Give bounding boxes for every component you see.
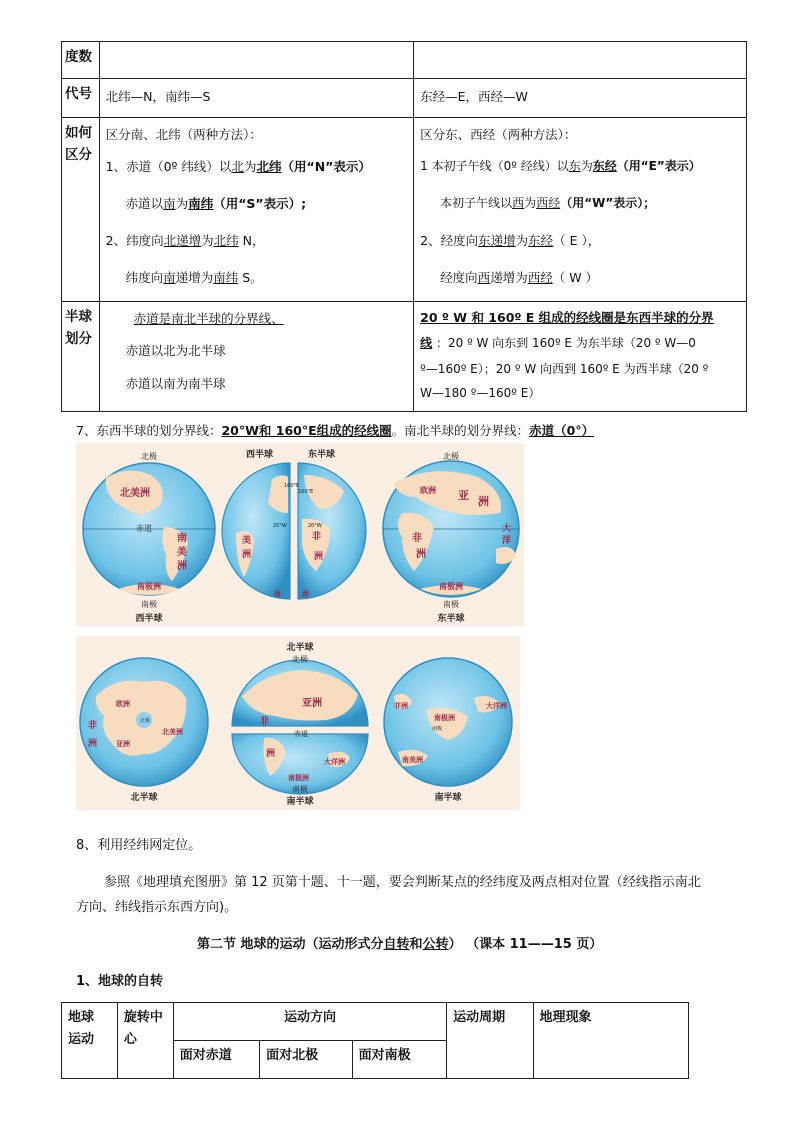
col-motion-direction: 运动方向	[173, 1003, 446, 1041]
svg-text:洲: 洲	[266, 749, 276, 759]
col-motion-period: 运动周期	[447, 1003, 533, 1079]
svg-text:非: 非	[260, 717, 270, 727]
col-rotation-center: 旋转中 心	[117, 1003, 173, 1079]
svg-text:北半球: 北半球	[286, 643, 314, 653]
svg-text:非: 非	[88, 721, 98, 731]
cell-latitude-how: 区分南、北纬（两种方法）： 1、赤道（0º 纬线）以北为北纬（用“N”表示） 赤道以南为南纬（用“S”表示）; 2、纬度向北递增为北纬 N， 纬度向南递增为南纬 S。	[99, 118, 414, 302]
svg-text:南极: 南极	[432, 726, 443, 732]
east-west-hemisphere-figure	[76, 443, 524, 626]
cell-longitude-how: 区分东、西经（两种方法）： 1 本初子午线（0º 经线）以东为东经（用“E”表示） 本初子午线以西为西经（用“W”表示）； 2、经度向东递增为东经（ E ）， 经度向西递增为西经（ W ）	[414, 118, 747, 302]
row-header-code: 代号	[62, 79, 100, 118]
svg-text:大洋洲: 大洋洲	[324, 758, 345, 766]
subcol-facing-south-pole: 面对南极	[352, 1041, 447, 1079]
svg-text:南极洲: 南极洲	[288, 774, 309, 782]
subcol-facing-equator: 面对赤道	[173, 1041, 259, 1079]
svg-text:大洋洲: 大洋洲	[486, 702, 507, 710]
svg-text:西半球: 西半球	[246, 450, 274, 460]
svg-text:南极洲: 南极洲	[137, 582, 161, 591]
svg-text:北美洲: 北美洲	[162, 728, 183, 736]
svg-text:非: 非	[412, 533, 422, 544]
subsection-rotation: 1、地球的自转	[76, 974, 164, 989]
cell-longitude-code: 东经—E，西经—W	[414, 79, 747, 118]
svg-text:北极: 北极	[141, 452, 157, 461]
svg-text:20°W: 20°W	[273, 523, 287, 529]
svg-text:洲: 洲	[88, 739, 98, 749]
subcol-facing-north-pole: 面对北极	[260, 1041, 352, 1079]
cell-latitude-code: 北纬—N，南纬—S	[99, 79, 414, 118]
svg-text:160°E: 160°E	[284, 483, 300, 489]
svg-text:南极: 南极	[443, 600, 459, 609]
earth-rotation-table	[61, 1002, 689, 1079]
svg-text:南美洲: 南美洲	[402, 756, 423, 764]
row-header-how: 如何 区分	[62, 118, 100, 302]
svg-text:赤道: 赤道	[294, 730, 308, 738]
svg-text:北美洲: 北美洲	[120, 488, 150, 499]
svg-text:南半球: 南半球	[286, 797, 314, 807]
svg-text:北半球: 北半球	[130, 793, 158, 803]
svg-text:洲: 洲	[478, 495, 489, 508]
svg-text:东半球: 东半球	[437, 614, 465, 624]
svg-text:亚: 亚	[458, 489, 469, 502]
svg-text:美: 美	[177, 547, 187, 558]
cell-latitude-hemisphere: 赤道是南北半球的分界线、 赤道以北为北半球 赤道以南为南半球	[99, 302, 414, 412]
svg-text:北极: 北极	[443, 452, 459, 461]
row-header-degree: 度数	[62, 42, 100, 79]
svg-text:南极洲: 南极洲	[434, 714, 455, 722]
svg-text:非: 非	[312, 532, 322, 542]
svg-text:亚洲: 亚洲	[302, 698, 322, 709]
svg-text:亚洲: 亚洲	[116, 740, 130, 748]
col-earth-motion: 地球 运动	[62, 1003, 118, 1079]
svg-text:南极: 南极	[141, 600, 157, 609]
svg-text:南极: 南极	[292, 785, 308, 794]
svg-text:赤道: 赤道	[136, 524, 152, 533]
svg-text:欧洲: 欧洲	[420, 486, 436, 495]
svg-text:大: 大	[502, 524, 512, 534]
north-south-hemisphere-figure	[76, 636, 520, 810]
cell-longitude-hemisphere: 20 º W 和 160º E 组成的经线圈是东西半球的分界 线 ：20 º W 向东到 160º E 为东半球（20 º W—0 º—160º E）；20 º W 向西到 160º E 为西半球（20 º W—180 º—160º E）	[414, 302, 747, 412]
svg-text:美: 美	[242, 536, 252, 546]
reference-paragraph-line2: 方向、纬线指示东西方向)。	[76, 900, 238, 915]
svg-text:南极洲: 南极洲	[439, 582, 463, 591]
svg-text:洲: 洲	[177, 561, 187, 572]
svg-text:洲: 洲	[242, 550, 252, 560]
svg-text:欧洲: 欧洲	[116, 700, 130, 708]
cell-latitude-degree	[99, 42, 414, 79]
reference-paragraph-line1: 参照《地理填充图册》第 12 页第十题、十一题，要会判断某点的经纬度及两点相对位置（经线指示南北	[104, 875, 701, 890]
svg-text:东半球: 东半球	[308, 450, 336, 460]
latitude-longitude-table	[61, 41, 747, 412]
svg-text:160°E: 160°E	[298, 489, 314, 495]
item-7-text: 7、东西半球的划分界线：20°W和 160°E组成的经线圈。南北半球的划分界线：赤道（0°）	[76, 423, 595, 438]
svg-text:北极: 北极	[292, 655, 308, 664]
section-heading: 第二节 地球的运动（运动形式分自转和公转） （课本 11——15 页）	[197, 937, 603, 952]
svg-text:洲: 洲	[314, 552, 324, 562]
svg-text:南: 南	[177, 533, 187, 544]
cell-longitude-degree	[414, 42, 747, 79]
row-header-hemisphere: 半球 划分	[62, 302, 100, 412]
svg-text:南: 南	[274, 590, 281, 598]
svg-text:20°W: 20°W	[308, 523, 322, 529]
svg-text:南: 南	[302, 590, 309, 598]
col-geo-phenomena: 地理现象	[533, 1003, 689, 1079]
svg-text:洲: 洲	[416, 549, 426, 560]
svg-text:西半球: 西半球	[135, 614, 163, 624]
svg-text:南半球: 南半球	[434, 793, 462, 803]
svg-text:北极: 北极	[140, 718, 151, 724]
svg-text:洋: 洋	[502, 536, 512, 546]
east-west-hemisphere-map	[76, 443, 524, 626]
north-south-hemisphere-map	[76, 636, 520, 810]
item-8-text: 8、利用经纬网定位。	[76, 838, 202, 853]
svg-text:非洲: 非洲	[394, 702, 408, 710]
